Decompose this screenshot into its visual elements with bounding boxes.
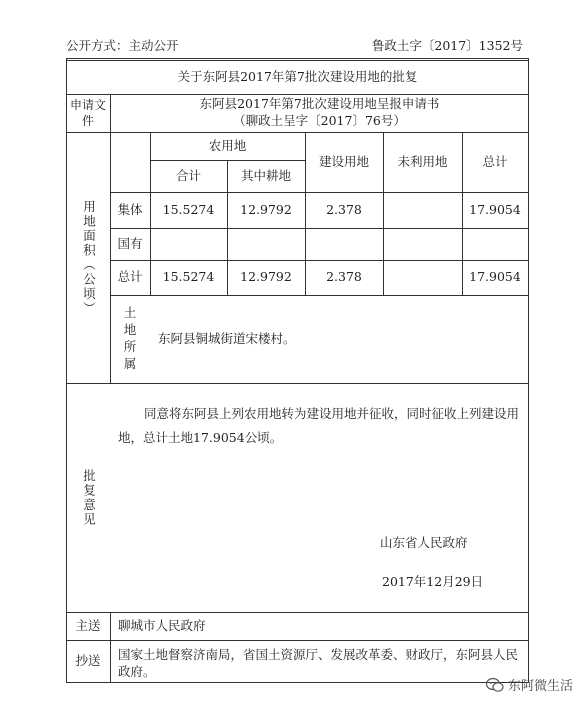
- watermark: [486, 675, 573, 694]
- table-cell: [383, 192, 462, 228]
- opinion-label-text: 批复意见: [81, 468, 97, 527]
- table-cell: 12.9792: [240, 269, 292, 285]
- send-value: 聊城市人民政府: [118, 617, 206, 633]
- col-header-subtotal: 合计: [175, 167, 201, 183]
- document-number: 鲁政土字〔2017〕1352号: [371, 38, 523, 53]
- table-border-right: [528, 58, 529, 683]
- area-side-label: [66, 132, 110, 383]
- row-label-collective: 集体: [117, 201, 143, 217]
- table-border-bottom: [66, 682, 529, 683]
- application-label: 申请文件: [69, 97, 106, 128]
- row-divider: [110, 228, 529, 229]
- opinion-text: 同意将东阿县上列农用地转为建设用地并征收，同时征收上列建设用地，总计土地17.9054公顷。: [118, 406, 520, 445]
- ownership-label: 土地所属: [123, 305, 137, 371]
- table-cell: 12.9792: [240, 201, 292, 217]
- table-cell: [383, 260, 462, 295]
- watermark-text: 东阿微生活: [507, 679, 573, 694]
- table-cell: 2.378: [326, 201, 362, 217]
- table-cell: 15.5274: [162, 269, 215, 285]
- opinion-label: [66, 383, 110, 612]
- row-label-total: 总计: [117, 269, 143, 285]
- col-header-unused: 未利用地: [397, 153, 448, 169]
- application-document: [110, 94, 529, 132]
- table-cell: 17.9054: [469, 201, 521, 217]
- wechat-icon: [486, 677, 504, 693]
- disclosure-mode: 公开方式：主动公开: [66, 38, 179, 53]
- table-cell: 15.5274: [162, 201, 215, 217]
- application-line-2: （聊政土呈字〔2017〕76号）: [233, 113, 406, 128]
- approving-authority: 山东省人民政府: [380, 535, 468, 550]
- col-header-agricultural: 农用地: [208, 137, 247, 153]
- col-header-farmland: 其中耕地: [240, 167, 291, 183]
- area-side-label-text: 用地面积（公顷）: [81, 199, 97, 316]
- col-header-construction: 建设用地: [318, 153, 369, 169]
- row-label-state: 国有: [117, 235, 143, 251]
- approval-date: 2017年12月29日: [382, 574, 484, 589]
- table-border-top: [66, 58, 529, 59]
- table-cell: 2.378: [326, 269, 362, 285]
- cc-label: 抄送: [75, 652, 101, 668]
- col-header-total: 总计: [482, 153, 508, 169]
- table-cell: 17.9054: [469, 269, 521, 285]
- approval-title: 关于东阿县2017年第7批次建设用地的批复: [177, 68, 418, 84]
- application-line-1: 东阿县2017年第7批次建设用地呈报申请书: [199, 96, 440, 112]
- row-divider: [66, 640, 529, 641]
- cc-value: 国家土地督察济南局，省国土资源厅、发展改革委、财政厅，东阿县人民政府。: [118, 647, 519, 679]
- send-label: 主送: [75, 617, 101, 633]
- col-divider: [110, 612, 111, 683]
- ownership-value: 东阿县铜城街道宋楼村。: [158, 330, 296, 346]
- row-divider: [66, 383, 529, 384]
